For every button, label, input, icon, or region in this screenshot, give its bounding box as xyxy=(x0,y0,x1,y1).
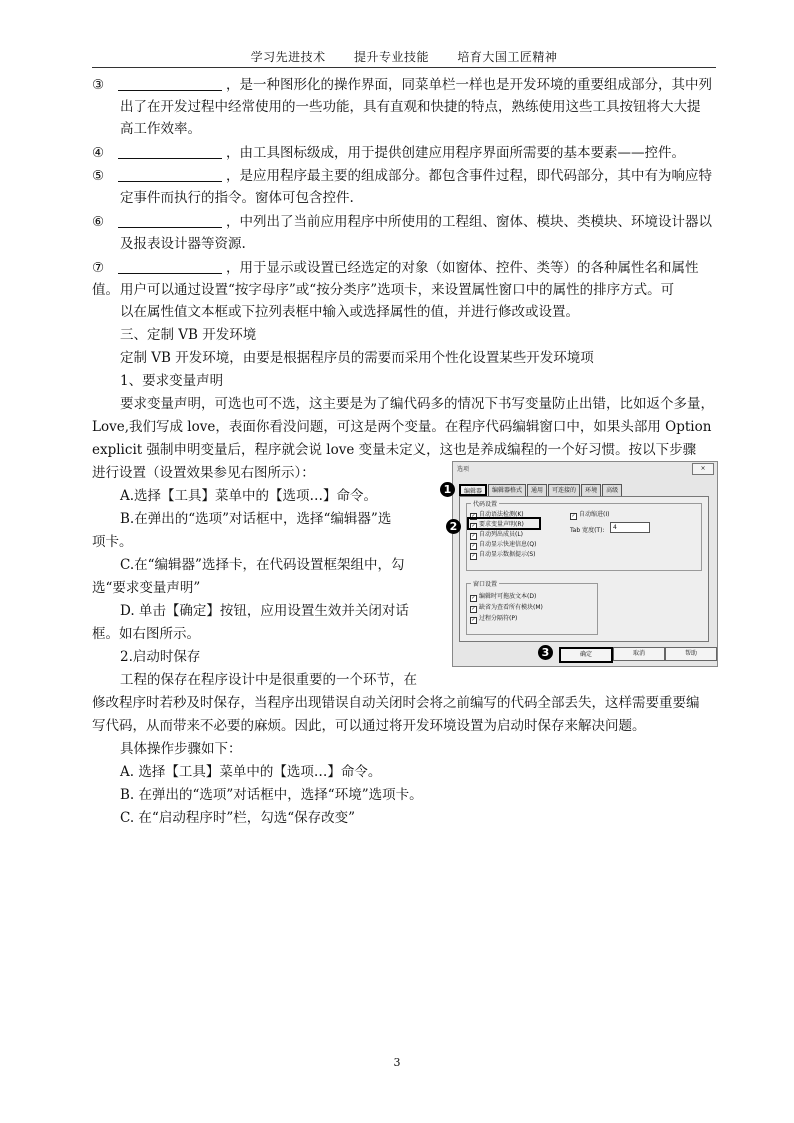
paragraph: explicit 强制申明变量后，程序就会说 love 变量未定义，这也是养成编程的一个好习惯。按以下步骤 xyxy=(92,442,697,458)
callout-marker-2: 2 xyxy=(446,519,461,534)
section-heading: 三、定制 VB 开发环境 xyxy=(120,327,257,343)
item-number: ⑦ xyxy=(92,260,105,276)
ok-button[interactable]: 确定 xyxy=(559,647,613,663)
fill-blank xyxy=(118,76,222,91)
checkbox-separator[interactable] xyxy=(470,613,517,624)
page-header xyxy=(92,48,716,65)
checkbox-drag-drop[interactable] xyxy=(470,591,536,602)
step-text: C.在“编辑器”选择卡，在代码设置框架组中，勾 xyxy=(120,557,405,573)
checkbox-icon: ✓ xyxy=(471,617,476,623)
fill-blank xyxy=(118,167,222,182)
item-number: ④ xyxy=(92,145,105,161)
checkbox-icon: ✓ xyxy=(471,606,476,612)
item-text: 及报表设计器等资源. xyxy=(120,236,246,252)
checkbox-label: 自动显示数据提示(S) xyxy=(479,551,536,558)
help-button[interactable]: 帮助 xyxy=(665,647,717,661)
checkbox-full-module[interactable] xyxy=(470,602,543,613)
checkbox-icon: ✓ xyxy=(471,553,476,559)
checkbox-data-tips[interactable] xyxy=(470,549,536,560)
item-text: ，是应用程序最主要的组成部分。都包含事件过程，即代码部分，其中有为响应特 xyxy=(226,168,712,184)
dialog-title: 选项 xyxy=(457,466,470,473)
paragraph: 进行设置（设置效果参见右图所示）： xyxy=(92,465,315,481)
checkbox-label: 要求变量声明(R) xyxy=(479,521,524,528)
checkbox-label: 自动列出成员(L) xyxy=(479,531,524,538)
step-text: B.在弹出的“选项”对话框中，选择“编辑器”选 xyxy=(120,511,392,527)
item-text: ，用于显示或设置已经选定的对象（如窗体、控件、类等）的各种属性名和属性值。 xyxy=(92,260,699,298)
tab-advanced[interactable]: 高级 xyxy=(602,484,622,496)
paragraph: Love,我们写成 love，表面你看没问题，可这是两个变量。在程序代码编辑窗口中，如果头部用 Option xyxy=(92,419,712,435)
tab-general[interactable]: 通用 xyxy=(527,484,547,496)
item-text: ，是一种图形化的操作界面，同菜单栏一样也是开发环境的重要组成部分，其中列 xyxy=(226,77,712,93)
step-text: C. 在“启动程序时”栏，勾选“保存改变” xyxy=(120,810,356,826)
item-text: ，中列出了当前应用程序中所使用的工程组、窗体、模块、类模块、环境设计器以 xyxy=(226,214,712,230)
step-text: A.选择【工具】菜单中的【选项…】命令。 xyxy=(120,488,378,504)
step-text: 选“要求变量声明” xyxy=(92,580,201,596)
header-divider xyxy=(92,67,716,68)
fill-blank xyxy=(118,213,222,228)
checkbox-label: 缺省为查看所有模块(M) xyxy=(479,604,543,611)
page-number: 3 xyxy=(393,1056,401,1069)
tab-editor[interactable]: 编辑器 xyxy=(459,484,487,496)
callout-marker-1: 1 xyxy=(440,482,455,497)
header-item: 学习先进技术 xyxy=(250,50,326,64)
paragraph: 工程的保存在程序设计中是很重要的一个环节，在 xyxy=(120,672,417,688)
checkbox-icon: ✓ xyxy=(471,543,476,549)
tab-environment[interactable]: 环境 xyxy=(581,484,601,496)
item-text: 用户可以通过设置“按字母序”或“按分类序”选项卡，来设置属性窗口中的属性的排序方式。可 xyxy=(120,282,675,298)
tab-width-label: Tab 宽度(T): xyxy=(570,527,605,534)
tab-width-input[interactable]: 4 xyxy=(610,522,650,533)
paragraph: 要求变量声明，可选也可不选，这主要是为了编代码多的情况下书写变量防止出错，比如返个多量， xyxy=(120,396,714,412)
item-number: ⑥ xyxy=(92,214,105,230)
checkbox-icon: ✓ xyxy=(471,513,476,519)
checkbox-label: 自动缩进(I) xyxy=(579,511,610,518)
checkbox-icon: ✓ xyxy=(571,513,576,519)
group-title: 代码设置 xyxy=(473,501,498,508)
tab-docking[interactable]: 可连接的 xyxy=(548,484,580,496)
item-text: 高工作效率。 xyxy=(120,121,201,137)
tab-editor-format[interactable]: 编辑器格式 xyxy=(488,484,526,496)
list-item xyxy=(92,142,718,164)
step-text: B. 在弹出的“选项”对话框中，选择“环境”选项卡。 xyxy=(120,787,423,803)
checkbox-icon: ✓ xyxy=(471,595,476,601)
item-text: 以在属性值文本框或下拉列表框中输入或选择属性的值，并进行修改或设置。 xyxy=(120,304,579,320)
paragraph: 修改程序时若秒及时保存，当程序出现错误自动关闭时会将之前编写的代码全部丢失，这样需要重要编 xyxy=(92,695,700,711)
fill-blank xyxy=(118,259,222,274)
tab-bar xyxy=(459,484,623,496)
header-item: 提升专业技能 xyxy=(353,50,429,64)
item-number: ③ xyxy=(92,77,105,93)
checkbox-auto-indent[interactable] xyxy=(570,509,609,520)
checkbox-icon: ✓ xyxy=(471,523,476,529)
group-title: 窗口设置 xyxy=(473,581,498,588)
checkbox-label: 编辑时可拖放文本(D) xyxy=(479,593,537,600)
subheading: 2.启动时保存 xyxy=(120,649,201,665)
item-text: 出了在开发过程中经常使用的一些功能，具有直观和快捷的特点，熟练使用这些工具按钮将大大提 xyxy=(120,99,701,115)
paragraph: 定制 VB 开发环境，由要是根据程序员的需要而采用个性化设置某些开发环境项 xyxy=(120,350,594,366)
paragraph: 具体操作步骤如下： xyxy=(120,741,242,757)
checkbox-label: 自动显示快速信息(Q) xyxy=(479,541,537,548)
options-dialog-figure xyxy=(452,461,718,667)
checkbox-label: 自动语法检测(K) xyxy=(479,511,524,518)
fill-blank xyxy=(118,144,222,159)
tab-panel xyxy=(459,496,709,642)
step-text: 项卡。 xyxy=(92,534,133,550)
list-item xyxy=(92,165,718,187)
paragraph: 写代码，从而带来不必要的麻烦。因此，可以通过将开发环境设置为启动时保存来解决问题。 xyxy=(92,718,646,734)
callout-marker-3: 3 xyxy=(538,645,553,660)
item-text: ，由工具图标级成，用于提供创建应用程序界面所需要的基本要素——控件。 xyxy=(226,145,685,161)
list-item xyxy=(92,211,718,233)
item-number: ⑤ xyxy=(92,168,105,184)
subheading: 1、要求变量声明 xyxy=(120,373,224,389)
checkbox-icon: ✓ xyxy=(471,533,476,539)
close-button[interactable]: × xyxy=(692,463,714,475)
header-item: 培育大国工匠精神 xyxy=(457,50,558,64)
checkbox-label: 过程分隔符(P) xyxy=(479,615,518,622)
list-item xyxy=(92,74,718,96)
step-text: 框。如右图所示。 xyxy=(92,626,200,642)
step-text: D. 单击【确定】按钮，应用设置生效并关闭对话 xyxy=(120,603,409,619)
cancel-button[interactable]: 取消 xyxy=(613,647,665,661)
step-text: A. 选择【工具】菜单中的【选项…】命令。 xyxy=(120,764,382,780)
item-text: 定事件而执行的指令。窗体可包含控件. xyxy=(120,190,354,206)
